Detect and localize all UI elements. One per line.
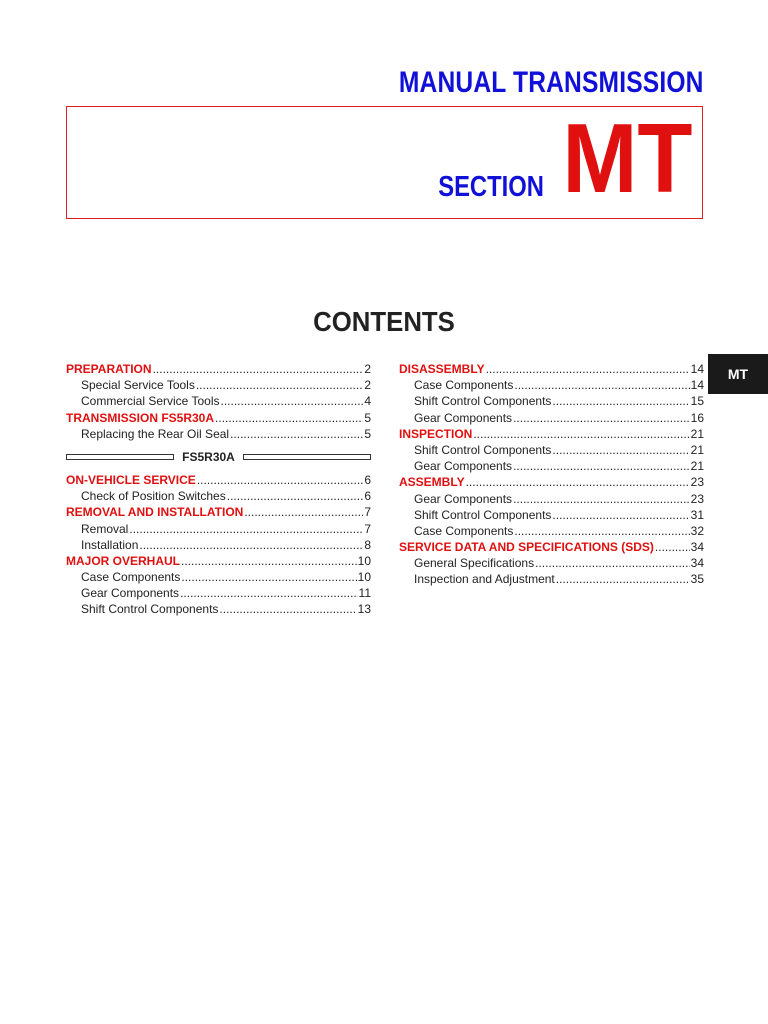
toc-entry-page: 13	[357, 602, 371, 617]
toc-entry[interactable]	[399, 523, 704, 539]
toc-leader-dots	[215, 410, 363, 426]
toc-entry-title: Shift Control Components	[81, 602, 219, 617]
toc-leader-dots	[514, 523, 689, 539]
toc-leader-dots	[219, 601, 356, 617]
toc-left-group-2	[66, 472, 371, 618]
toc-entry-page: 11	[358, 586, 371, 601]
divider-line-left	[66, 454, 174, 460]
toc-entry-title: Gear Components	[414, 491, 513, 506]
toc-left-group-1	[66, 361, 371, 442]
toc-leader-dots	[486, 361, 690, 377]
toc-leader-dots	[181, 569, 356, 585]
toc-entry[interactable]	[399, 507, 704, 523]
toc-leader-dots	[129, 521, 363, 537]
section-label: SECTION	[438, 171, 544, 203]
toc-entry-page: 21	[690, 459, 704, 474]
toc-entry-page: 35	[690, 572, 704, 587]
section-box	[66, 103, 703, 219]
toc-entry[interactable]	[399, 571, 704, 587]
section-code: MT	[561, 103, 692, 213]
toc-leader-dots	[535, 555, 690, 571]
toc-leader-dots	[244, 504, 363, 520]
toc-leader-dots	[513, 458, 690, 474]
toc-leader-dots	[153, 361, 364, 377]
toc-leader-dots	[513, 491, 690, 507]
toc-entry-title: General Specifications	[414, 556, 535, 571]
toc-entry-title: TRANSMISSION FS5R30A	[66, 410, 215, 425]
toc-entry[interactable]	[399, 458, 704, 474]
toc-entry-title: Shift Control Components	[414, 507, 552, 522]
toc-entry-title: REMOVAL AND INSTALLATION	[66, 505, 244, 520]
divider-line-right	[243, 454, 371, 460]
toc-entry-title: Gear Components	[414, 410, 513, 425]
toc-leader-dots	[139, 537, 363, 553]
toc-leader-dots	[181, 553, 357, 569]
toc-entry-title: Inspection and Adjustment	[414, 572, 555, 587]
toc-entry-title: Shift Control Components	[414, 394, 552, 409]
model-label: FS5R30A	[182, 449, 235, 464]
toc-entry[interactable]	[399, 410, 704, 426]
toc-entry[interactable]	[66, 504, 371, 520]
toc-entry[interactable]	[66, 521, 371, 537]
toc-entry[interactable]	[66, 393, 371, 409]
toc-entry-page: 21	[690, 442, 704, 457]
toc-entry-page: 23	[690, 475, 704, 490]
toc-entry-page: 5	[364, 426, 371, 441]
toc-entry[interactable]	[66, 377, 371, 393]
toc-entry-title: MAJOR OVERHAUL	[66, 553, 181, 568]
toc-entry-page: 7	[364, 505, 371, 520]
toc-entry-title: ASSEMBLY	[399, 475, 465, 490]
toc-entry-page: 6	[364, 472, 371, 487]
toc-entry-page: 34	[690, 556, 704, 571]
toc-entry[interactable]	[66, 426, 371, 442]
toc-entry-title: Installation	[81, 537, 139, 552]
toc-leader-dots	[197, 472, 364, 488]
toc-entry[interactable]	[399, 377, 704, 393]
toc-entry-title: Case Components	[81, 570, 181, 585]
toc-entry-title: Replacing the Rear Oil Seal	[81, 426, 230, 441]
toc-entry-title: Case Components	[414, 523, 514, 538]
toc-leader-dots	[180, 585, 357, 601]
toc-right-column	[399, 361, 704, 588]
model-divider	[66, 442, 371, 472]
toc-entry[interactable]	[66, 361, 371, 377]
toc-leader-dots	[552, 393, 689, 409]
toc-leader-dots	[556, 571, 690, 587]
toc-entry[interactable]	[66, 488, 371, 504]
toc-entry-page: 5	[364, 410, 371, 425]
toc-entry-title: Gear Components	[414, 459, 513, 474]
toc-entry[interactable]	[66, 410, 371, 426]
toc-entry-page: 23	[690, 491, 704, 506]
toc-entry-title: INSPECTION	[399, 426, 473, 441]
toc-entry[interactable]	[399, 539, 704, 555]
toc-leader-dots	[655, 539, 690, 555]
manual-title: MANUAL TRANSMISSION	[399, 66, 704, 99]
toc-entry-page: 34	[690, 540, 704, 555]
toc-entry-page: 7	[364, 521, 371, 536]
toc-entry-title: Special Service Tools	[81, 378, 195, 393]
toc-entry-page: 8	[364, 537, 371, 552]
toc-entry[interactable]	[399, 361, 704, 377]
toc-entry-page: 10	[357, 553, 371, 568]
contents-heading: CONTENTS	[313, 306, 455, 337]
toc-entry[interactable]	[66, 553, 371, 569]
toc-entry-page: 4	[364, 394, 371, 409]
toc-entry[interactable]	[66, 585, 371, 601]
toc-entry-title: Shift Control Components	[414, 442, 552, 457]
toc-entry-page: 21	[690, 426, 704, 441]
toc-entry-title: SERVICE DATA AND SPECIFICATIONS (SDS)	[399, 540, 654, 555]
toc-entry-page: 6	[364, 489, 371, 504]
toc-entry-page: 14	[690, 362, 704, 376]
toc-leader-dots	[552, 507, 689, 523]
toc-entry-title: Gear Components	[81, 586, 180, 601]
toc-entry-page: 15	[690, 394, 704, 409]
toc-entry[interactable]	[66, 472, 371, 488]
toc-entry-title: DISASSEMBLY	[399, 362, 485, 376]
toc-entry-page: 2	[364, 378, 371, 393]
toc-entry-title: PREPARATION	[66, 362, 152, 376]
toc-leader-dots	[513, 410, 690, 426]
toc-entry-title: Check of Position Switches	[81, 489, 226, 504]
toc-leader-dots	[466, 474, 690, 490]
toc-entry-page: 14	[690, 378, 704, 393]
toc-entry[interactable]	[66, 537, 371, 553]
toc-entry[interactable]	[399, 491, 704, 507]
toc-leader-dots	[230, 426, 363, 442]
toc-entry[interactable]	[399, 426, 704, 442]
toc-entry[interactable]	[399, 474, 704, 490]
toc-entry[interactable]	[399, 555, 704, 571]
toc-left-column	[66, 361, 371, 618]
toc-entry-title: Case Components	[414, 378, 514, 393]
toc-entry-page: 2	[364, 362, 371, 376]
toc-leader-dots	[473, 426, 689, 442]
toc-entry-page: 32	[690, 523, 704, 538]
toc-entry[interactable]	[66, 601, 371, 617]
toc-leader-dots	[552, 442, 689, 458]
toc-entry-title: Commercial Service Tools	[81, 394, 220, 409]
section-side-tab[interactable]: MT	[708, 354, 768, 394]
toc-leader-dots	[514, 377, 689, 393]
toc-entry-page: 10	[357, 570, 371, 585]
toc-entry-title: ON-VEHICLE SERVICE	[66, 472, 196, 487]
toc-entry[interactable]	[66, 569, 371, 585]
toc-leader-dots	[221, 393, 364, 409]
toc-entry[interactable]	[399, 442, 704, 458]
toc-entry-page: 31	[690, 507, 704, 522]
toc-leader-dots	[227, 488, 364, 504]
toc-leader-dots	[196, 377, 363, 393]
toc-entry-title: Removal	[81, 521, 129, 536]
toc-entry[interactable]	[399, 393, 704, 409]
toc-entry-page: 16	[690, 410, 704, 425]
